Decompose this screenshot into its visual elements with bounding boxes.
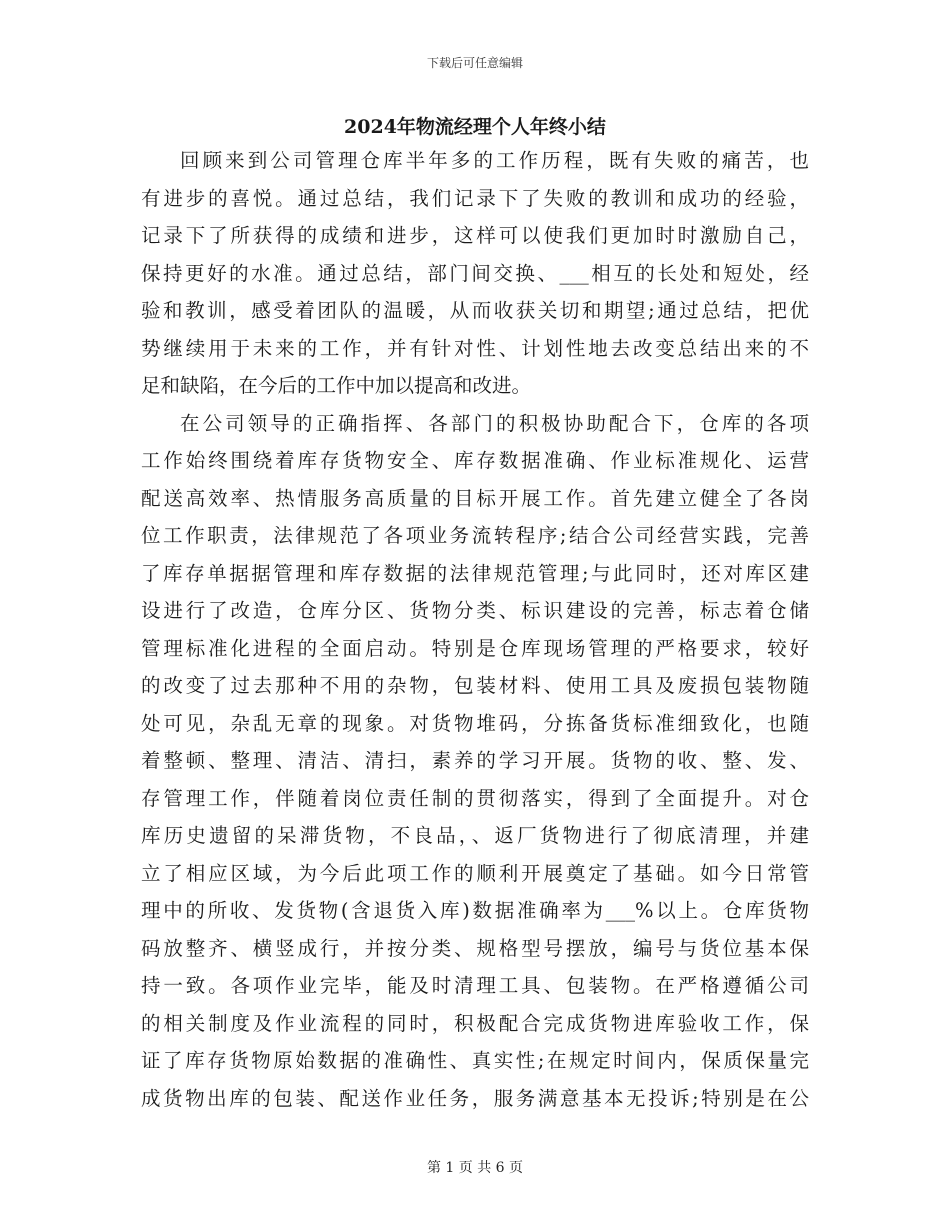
text-line: 势继续用于未来的工作，并有针对性、计划性地去改变总结出来的不 [141,336,809,360]
text-line: 理中的所收、发货物(含退货入库)数据准确率为___%以上。仓库货物 [141,899,809,922]
text-line: 证了库存货物原始数据的准确性、真实性;在规定时间内，保质保量完 [141,1049,809,1072]
text-line: 持一致。各项作业完毕，能及时清理工具、包装物。在严格遵循公司 [141,974,809,997]
text-line: 成货物出库的包装、配送作业任务，服务满意基本无投诉;特别是在公 [141,1086,809,1110]
paragraph-1 [141,142,809,405]
text-line: 在公司领导的正确指挥、各部门的积极协助配合下，仓库的各项 [180,411,809,435]
text-line: 配送高效率、热情服务高质量的目标开展工作。首先建立健全了各岗 [141,486,809,510]
text-line: 的相关制度及作业流程的同时，积极配合完成货物进库验收工作，保 [141,1011,809,1035]
paragraph-2 [141,405,809,1118]
text-line: 的改变了过去那种不用的杂物，包装材料、使用工具及废损包装物随 [141,674,809,697]
text-line: 足和缺陷，在今后的工作中加以提高和改进。 [141,374,532,397]
text-line: 记录下了所获得的成绩和进步，这样可以使我们更加时时激励自己， [141,224,809,247]
text-line: 有进步的喜悦。通过总结，我们记录下了失败的教训和成功的经验， [141,186,809,210]
text-line: 库历史遗留的呆滞货物，不良品，、返厂货物进行了彻底清理，并建 [141,824,809,847]
page-header-note: 下载后可任意编辑 [426,56,523,70]
text-line: 管理标准化进程的全面启动。特别是仓库现场管理的严格要求，较好 [141,636,809,660]
document-title: 2024年物流经理个人年终小结 [344,116,606,138]
text-line: 处可见，杂乱无章的现象。对货物堆码，分拣备货标准细致化，也随 [141,711,809,735]
text-line: 工作始终围绕着库存货物安全、库存数据准确、作业标准规化、运营 [141,449,809,472]
text-line: 立了相应区域，为今后此项工作的顺利开展奠定了基础。如今日常管 [141,861,809,885]
text-line: 了库存单据据管理和库存数据的法律规范管理;与此同时，还对库区建 [141,561,809,585]
text-line: 码放整齐、横竖成行，并按分类、规格型号摆放，编号与货位基本保 [141,936,809,960]
text-line: 着整顿、整理、清洁、清扫，素养的学习开展。货物的收、整、发、 [141,749,809,772]
text-line: 保持更好的水准。通过总结，部门间交换、___相互的长处和短处，经 [141,261,809,285]
text-line: 设进行了改造，仓库分区、货物分类、标识建设的完善，标志着仓储 [141,599,809,622]
document-body [141,142,809,1117]
page-number-footer: 第 1 页 共 6 页 [426,1160,524,1176]
text-line: 回顾来到公司管理仓库半年多的工作历程，既有失败的痛苦，也 [180,149,809,172]
text-line: 位工作职责，法律规范了各项业务流转程序;结合公司经营实践，完善 [141,524,809,547]
text-line: 存管理工作，伴随着岗位责任制的贯彻落实，得到了全面提升。对仓 [141,786,809,810]
text-line: 验和教训，感受着团队的温暖，从而收获关切和期望;通过总结，把优 [141,299,809,322]
